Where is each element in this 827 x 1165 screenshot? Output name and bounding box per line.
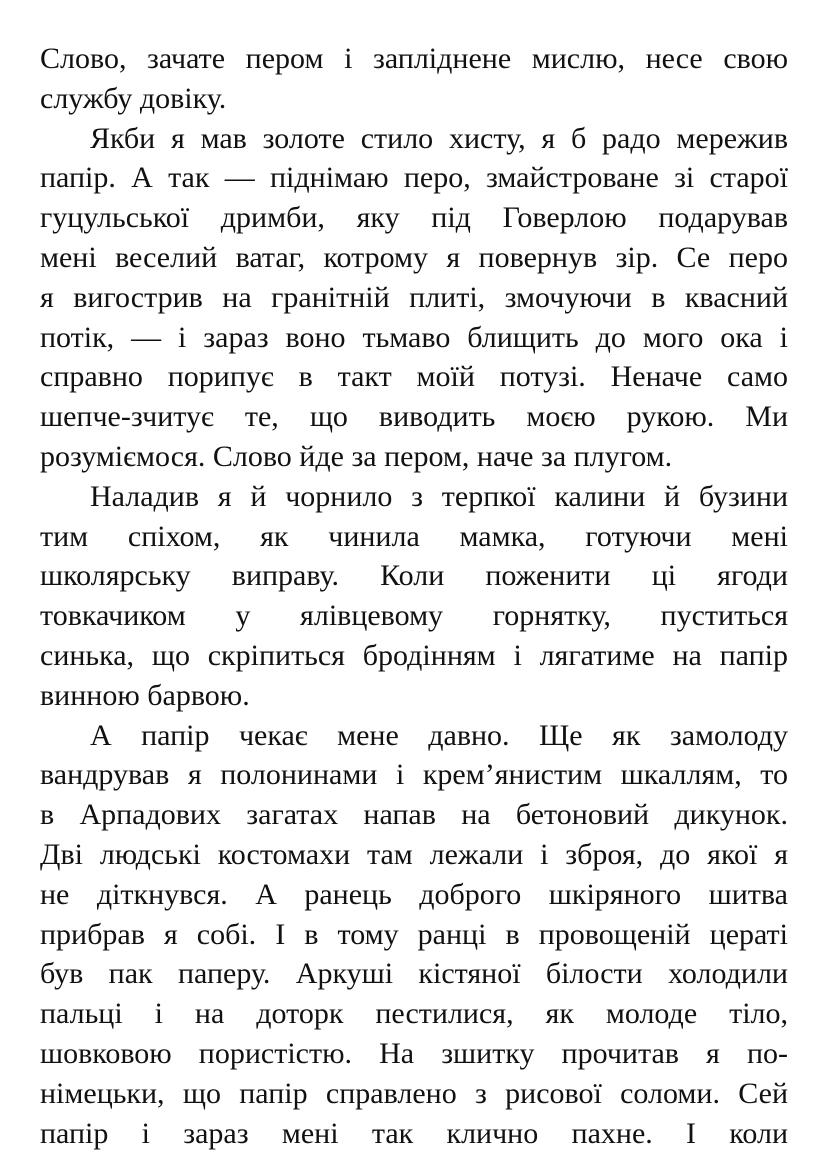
text-line: синька, що скріпиться бродінням і лягатиме на папір: [40, 638, 788, 672]
text-line: мені веселий ватаг, котрому я повернув зір. Се перо: [40, 240, 788, 274]
text-line: справно порипує в такт моїй потузі. Неначе само: [40, 360, 788, 394]
text-line: вандрував я полонинами і крем’янистим шкаллям, то: [40, 758, 788, 792]
text-line: винною барвою.: [40, 678, 250, 712]
paragraph-4: [40, 716, 788, 1154]
paragraph-2: [40, 119, 788, 477]
text-line: шепче-зчитує те, що виводить моєю рукою. Ми: [40, 400, 788, 434]
text-line: Слово, зачате пером і запліднене мислю, несе свою: [40, 42, 788, 75]
paragraph-1: [40, 39, 788, 119]
text-line: папір. А так — піднімаю перо, змайстроване зі старої: [40, 161, 788, 195]
text-line: тим спіхом, як чинила мамка, готуючи мені: [40, 519, 788, 553]
text-line: Наладив я й чорнило з терпкої калини й бузини: [90, 479, 788, 513]
text-line: в Арпадових загатах напав на бетоновий дикунок.: [40, 798, 788, 832]
text-line: прибрав я собі. І в тому ранці в провощеній цераті: [40, 917, 788, 951]
text-line: службу довіку.: [40, 81, 227, 115]
text-line: гуцульської дримби, яку під Говерлою подарував: [40, 201, 788, 235]
text-line: А папір чекає мене давно. Ще як замолоду: [90, 718, 788, 752]
text-line: папір і зараз мені так клично пахне. І коли: [40, 1116, 788, 1150]
text-line: був пак паперу. Аркуші кістяної білости холодили: [40, 957, 788, 991]
text-line: німецьки, що папір справлено з рисової соломи. Сей: [40, 1076, 788, 1110]
text-line: я вигострив на гранітній плиті, змочуючи в квасний: [40, 280, 788, 314]
text-line: пальці і на доторк пестилися, як молоде тіло,: [40, 997, 788, 1031]
paragraph-3: [40, 477, 788, 716]
text-line: товкачиком у ялівцевому горнятку, пуститься: [40, 599, 788, 633]
text-line: не діткнувся. А ранець доброго шкіряного шитва: [40, 877, 788, 911]
document-page: [40, 39, 788, 1153]
text-line: шовковою пористістю. На зшитку прочитав я по-: [40, 1036, 788, 1070]
text-line: розуміємося. Слово йде за пером, наче за плугом.: [40, 439, 673, 473]
text-line: Якби я мав золоте стило хисту, я б радо мережив: [90, 121, 788, 155]
text-line: Дві людські костомахи там лежали і зброя, до якої я: [40, 837, 788, 871]
text-line: школярську виправу. Коли поженити ці ягоди: [40, 559, 788, 593]
text-line: потік, — і зараз воно тьмаво блищить до мого ока і: [40, 320, 788, 354]
